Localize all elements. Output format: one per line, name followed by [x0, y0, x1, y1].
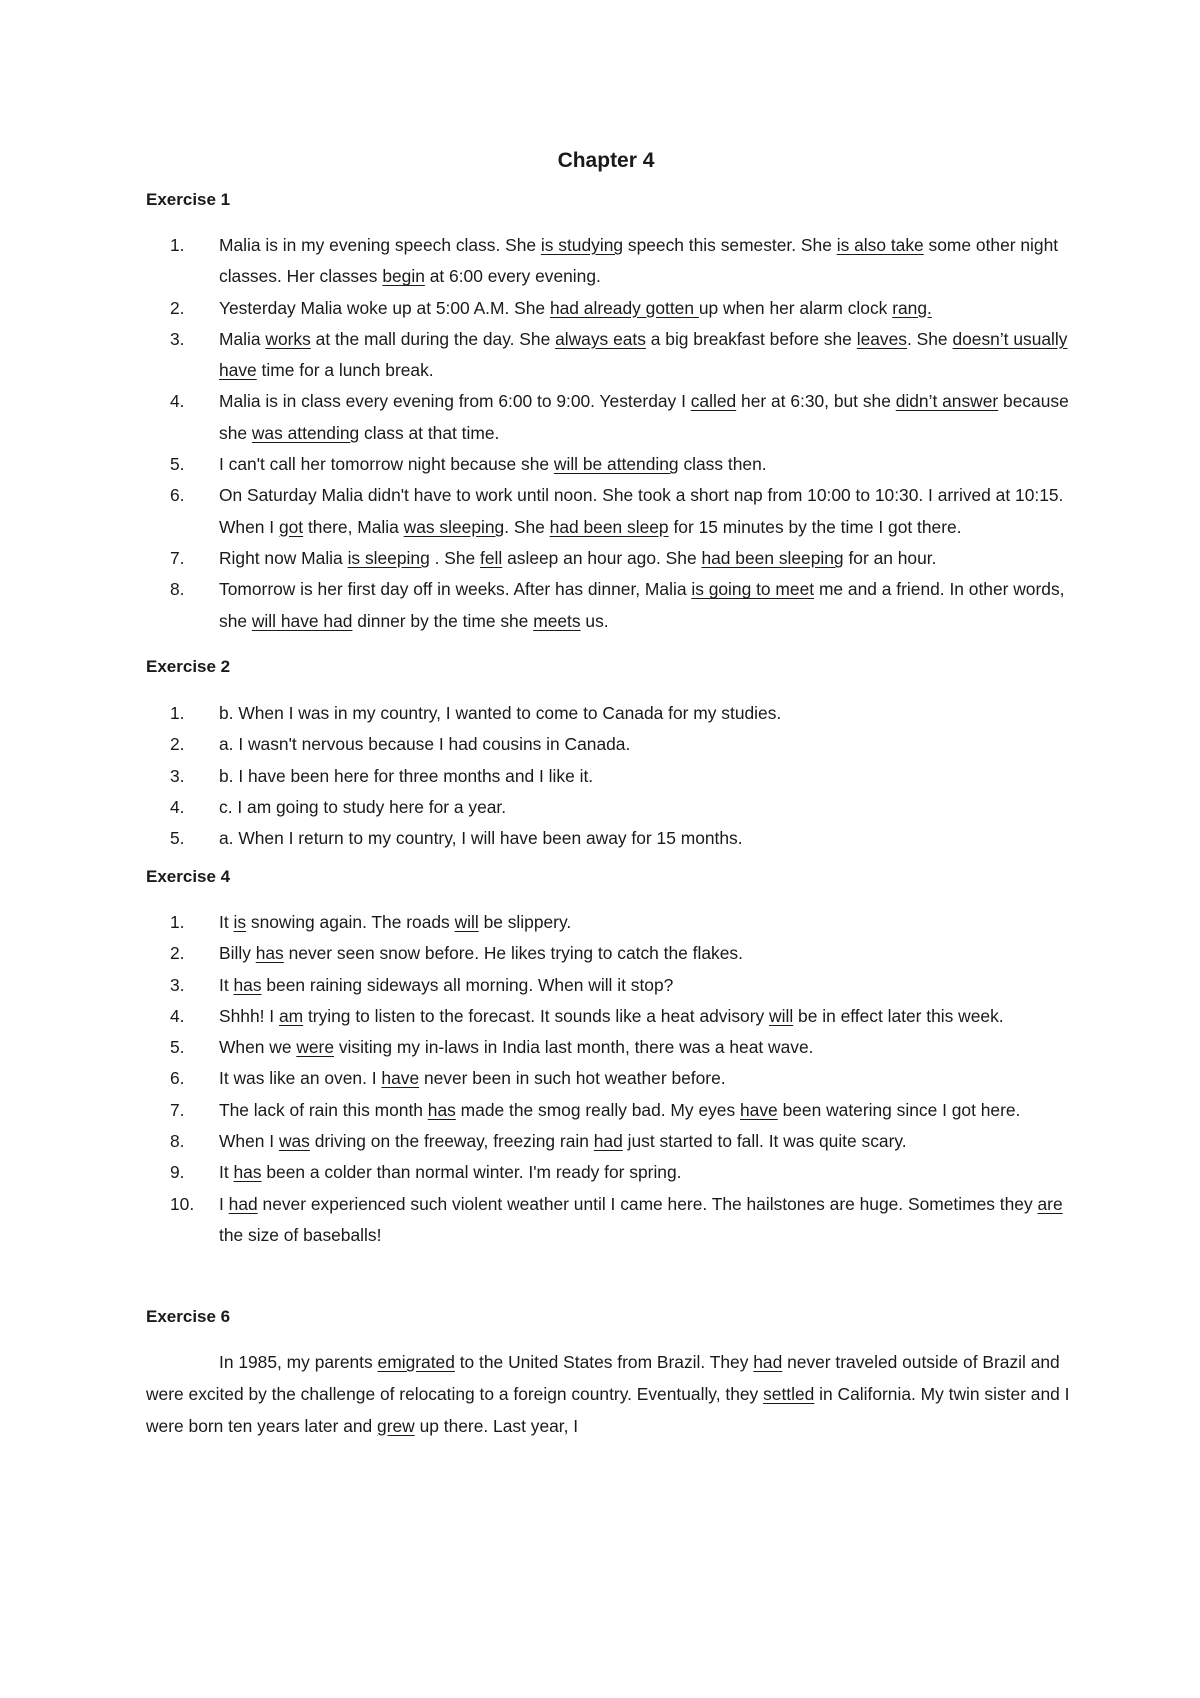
item-number: 2. [170, 297, 185, 318]
item-number: 2. [170, 943, 185, 964]
list-item [146, 1063, 1071, 1094]
underlined-answer: were [296, 1037, 335, 1058]
underlined-answer: was [278, 1131, 310, 1152]
sentence-text: b. I have been here for three months and I like it. [219, 765, 594, 786]
sentence-text: up when her alarm clock [698, 297, 893, 318]
underlined-answer: will have had [251, 610, 353, 631]
sentence-text: trying to listen to the forecast. It sounds like a heat advisory [303, 1005, 770, 1026]
item-number: 2. [170, 734, 185, 755]
underlined-answer: leaves [856, 328, 907, 349]
exercise-4-heading: Exercise 4 [146, 867, 231, 886]
item-number: 10. [170, 1193, 195, 1214]
sentence-text: The lack of rain this month [219, 1099, 428, 1120]
sentence-text: time for a lunch break. [256, 360, 434, 381]
list-item [146, 1095, 1071, 1126]
list-item [146, 449, 1071, 480]
underlined-answer: am [278, 1005, 304, 1026]
list-item [146, 386, 1071, 449]
underlined-answer: settled [763, 1383, 815, 1404]
sentence-text: for 15 minutes by the time I got there. [668, 516, 962, 537]
underlined-answer: has [427, 1099, 456, 1120]
sentence-text: never been in such hot weather before. [419, 1068, 726, 1089]
item-number: 4. [170, 391, 185, 412]
underlined-answer: is sleeping [347, 547, 430, 568]
exercise-1-list [146, 230, 1071, 637]
sentence-text: a big breakfast before she [645, 328, 857, 349]
sentence-text: c. I am going to study here for a year. [219, 796, 507, 817]
exercise-4-list [146, 907, 1071, 1251]
underlined-answer: had been sleeping [701, 547, 844, 568]
underlined-answer: are [1037, 1193, 1063, 1214]
underlined-answer: works [265, 328, 311, 349]
sentence-text: the size of baseballs! [219, 1224, 382, 1245]
item-number: 6. [170, 485, 185, 506]
list-item [146, 1032, 1071, 1063]
item-number: 4. [170, 1005, 185, 1026]
item-number: 3. [170, 328, 185, 349]
sentence-text: a. I wasn't nervous because I had cousins in Canada. [219, 734, 631, 755]
sentence-text: On Saturday Malia didn't have to work until noon. She took a short nap from 10:00 to 10:30. I arrived at 10:15. When I [219, 485, 1064, 537]
sentence-text: snowing again. The roads [246, 912, 455, 932]
list-item [146, 907, 1071, 938]
underlined-answer: had already gotten [549, 297, 699, 318]
sentence-text: When we [219, 1037, 297, 1058]
underlined-answer: is studying [540, 235, 624, 255]
list-item [146, 574, 1071, 637]
underlined-answer: is also take [836, 235, 924, 255]
item-number: 5. [170, 828, 185, 849]
list-item [146, 293, 1071, 324]
sentence-text: just started to fall. It was quite scary. [622, 1131, 907, 1152]
item-number: 5. [170, 1037, 185, 1058]
item-number: 1. [170, 912, 185, 932]
exercise-6-heading: Exercise 6 [146, 1307, 231, 1326]
sentence-text: . She [504, 516, 550, 537]
list-item [146, 480, 1071, 543]
item-number: 1. [170, 703, 185, 723]
underlined-answer: was attending [251, 422, 360, 443]
underlined-answer: grew [377, 1415, 415, 1436]
sentence-text: asleep an hour ago. She [502, 547, 702, 568]
underlined-answer: have [740, 1099, 778, 1120]
sentence-text: speech this semester. She [623, 235, 837, 255]
sentence-text: been raining sideways all morning. When will it stop? [261, 974, 674, 995]
underlined-answer: got [278, 516, 304, 537]
sentence-text: be in effect later this week. [793, 1005, 1004, 1026]
exercise-2-heading: Exercise 2 [146, 657, 231, 676]
sentence-text: b. When I was in my country, I wanted to come to Canada for my studies. [219, 703, 782, 723]
sentence-text: me and a friend. In other words, she [219, 579, 1065, 631]
sentence-text: never experienced such violent weather until I came here. The hailstones are huge. Sometimes they [257, 1193, 1038, 1214]
sentence-text: be slippery. [478, 912, 572, 932]
sentence-text: It [219, 974, 234, 995]
item-number: 5. [170, 454, 185, 475]
sentence-text: Malia is in class every evening from 6:00 to 9:00. Yesterday I [219, 391, 691, 412]
sentence-text: Shhh! I [219, 1005, 279, 1026]
underlined-answer: has [233, 974, 262, 995]
page-title: Chapter 4 [557, 149, 655, 172]
underlined-answer: didn’t answer [895, 391, 999, 412]
sentence-text: I can't call her tomorrow night because she [219, 454, 554, 475]
sentence-text: us. [580, 610, 609, 631]
underlined-answer: was sleeping [403, 516, 505, 537]
sentence-text: I [219, 1193, 229, 1214]
list-item [146, 970, 1071, 1001]
underlined-answer: always eats [555, 328, 646, 349]
sentence-text: Malia [219, 328, 266, 349]
underlined-answer: had [753, 1352, 783, 1372]
sentence-text: her at 6:30, but she [736, 391, 896, 412]
underlined-answer: doesn’t usually have [219, 328, 1068, 381]
sentence-text: made the smog really bad. My eyes [455, 1099, 741, 1120]
underlined-answer: had been sleep [549, 516, 669, 537]
item-number: 3. [170, 765, 185, 786]
exercise-6-paragraph [146, 1347, 1071, 1442]
sentence-text: to the United States from Brazil. They [454, 1352, 754, 1372]
underlined-answer: called [690, 391, 737, 412]
sentence-text: been watering since I got here. [777, 1099, 1021, 1120]
underlined-answer: had [228, 1193, 258, 1214]
sentence-text: It [219, 912, 234, 932]
item-number: 1. [170, 235, 185, 255]
sentence-text: a. When I return to my country, I will have been away for 15 months. [219, 828, 743, 849]
sentence-text: Tomorrow is her first day off in weeks. After has dinner, Malia [219, 579, 692, 600]
list-item [146, 543, 1071, 574]
underlined-answer: fell [480, 547, 503, 568]
sentence-text: at 6:00 every evening. [424, 266, 601, 287]
underlined-answer: has [233, 1162, 262, 1183]
list-item [146, 938, 1071, 969]
sentence-text: It was like an oven. I [219, 1068, 382, 1089]
sentence-text: visiting my in-laws in India last month, there was a heat wave. [334, 1037, 814, 1058]
sentence-text: there, Malia [303, 516, 404, 537]
list-item [146, 729, 1071, 760]
list-item [146, 1126, 1071, 1157]
underlined-answer: has [255, 943, 284, 964]
sentence-text: Yesterday Malia woke up at 5:00 A.M. She [219, 297, 550, 318]
underlined-answer: begin [382, 266, 425, 287]
sentence-text: never traveled outside of Brazil and were excited by the challenge of relocating to a foreign country. Eventually, they [146, 1352, 1060, 1404]
sentence-text: up there. Last year, I [414, 1415, 579, 1436]
underlined-answer: rang. [892, 297, 932, 318]
sentence-text: Malia is in my evening speech class. She [219, 235, 541, 255]
list-item [146, 792, 1071, 823]
sentence-text: never seen snow before. He likes trying to catch the flakes. [283, 943, 743, 964]
list-item [146, 761, 1071, 792]
underlined-answer: have [381, 1068, 420, 1089]
sentence-text: class then. [678, 454, 767, 475]
sentence-text: some other night classes. Her classes [219, 235, 1059, 287]
exercise-1-heading: Exercise 1 [146, 190, 231, 209]
item-number: 4. [170, 796, 185, 817]
list-item [146, 324, 1071, 387]
underlined-answer: emigrated [377, 1352, 455, 1372]
sentence-text: It [219, 1162, 234, 1183]
item-number: 3. [170, 974, 185, 995]
sentence-text: because she [219, 391, 1069, 443]
underlined-answer: will be attending [553, 454, 679, 475]
sentence-text: When I [219, 1131, 279, 1152]
sentence-text: driving on the freeway, freezing rain [309, 1131, 594, 1152]
sentence-text: in California. My twin sister and I were born ten years later and [146, 1383, 1070, 1436]
item-number: 7. [170, 547, 185, 568]
underlined-answer: will [769, 1005, 794, 1026]
item-number: 8. [170, 1131, 185, 1152]
sentence-text: . She [906, 328, 953, 349]
sentence-text: at the mall during the day. She [310, 328, 556, 349]
item-number: 8. [170, 579, 185, 600]
list-item [146, 1157, 1071, 1188]
item-number: 7. [170, 1099, 185, 1120]
underlined-answer: meets [533, 610, 581, 631]
list-item [146, 698, 1071, 729]
item-number: 9. [170, 1162, 185, 1183]
sentence-text: Right now Malia [219, 547, 348, 568]
sentence-text: dinner by the time she [352, 610, 534, 631]
sentence-text: been a colder than normal winter. I'm ready for spring. [261, 1162, 682, 1183]
sentence-text: . She [429, 547, 481, 568]
exercise-2-list [146, 698, 1071, 854]
sentence-text: In 1985, my parents [219, 1352, 378, 1372]
underlined-answer: will [454, 912, 479, 932]
sentence-text: for an hour. [843, 547, 937, 568]
list-item [146, 1001, 1071, 1032]
underlined-answer: is [233, 912, 247, 932]
list-item [146, 823, 1071, 854]
underlined-answer: is going to meet [691, 579, 815, 600]
sentence-text: Billy [219, 943, 256, 964]
item-number: 6. [170, 1068, 185, 1089]
sentence-text: class at that time. [359, 422, 500, 443]
underlined-answer: had [593, 1131, 623, 1152]
list-item [146, 1189, 1071, 1252]
list-item [146, 230, 1071, 293]
